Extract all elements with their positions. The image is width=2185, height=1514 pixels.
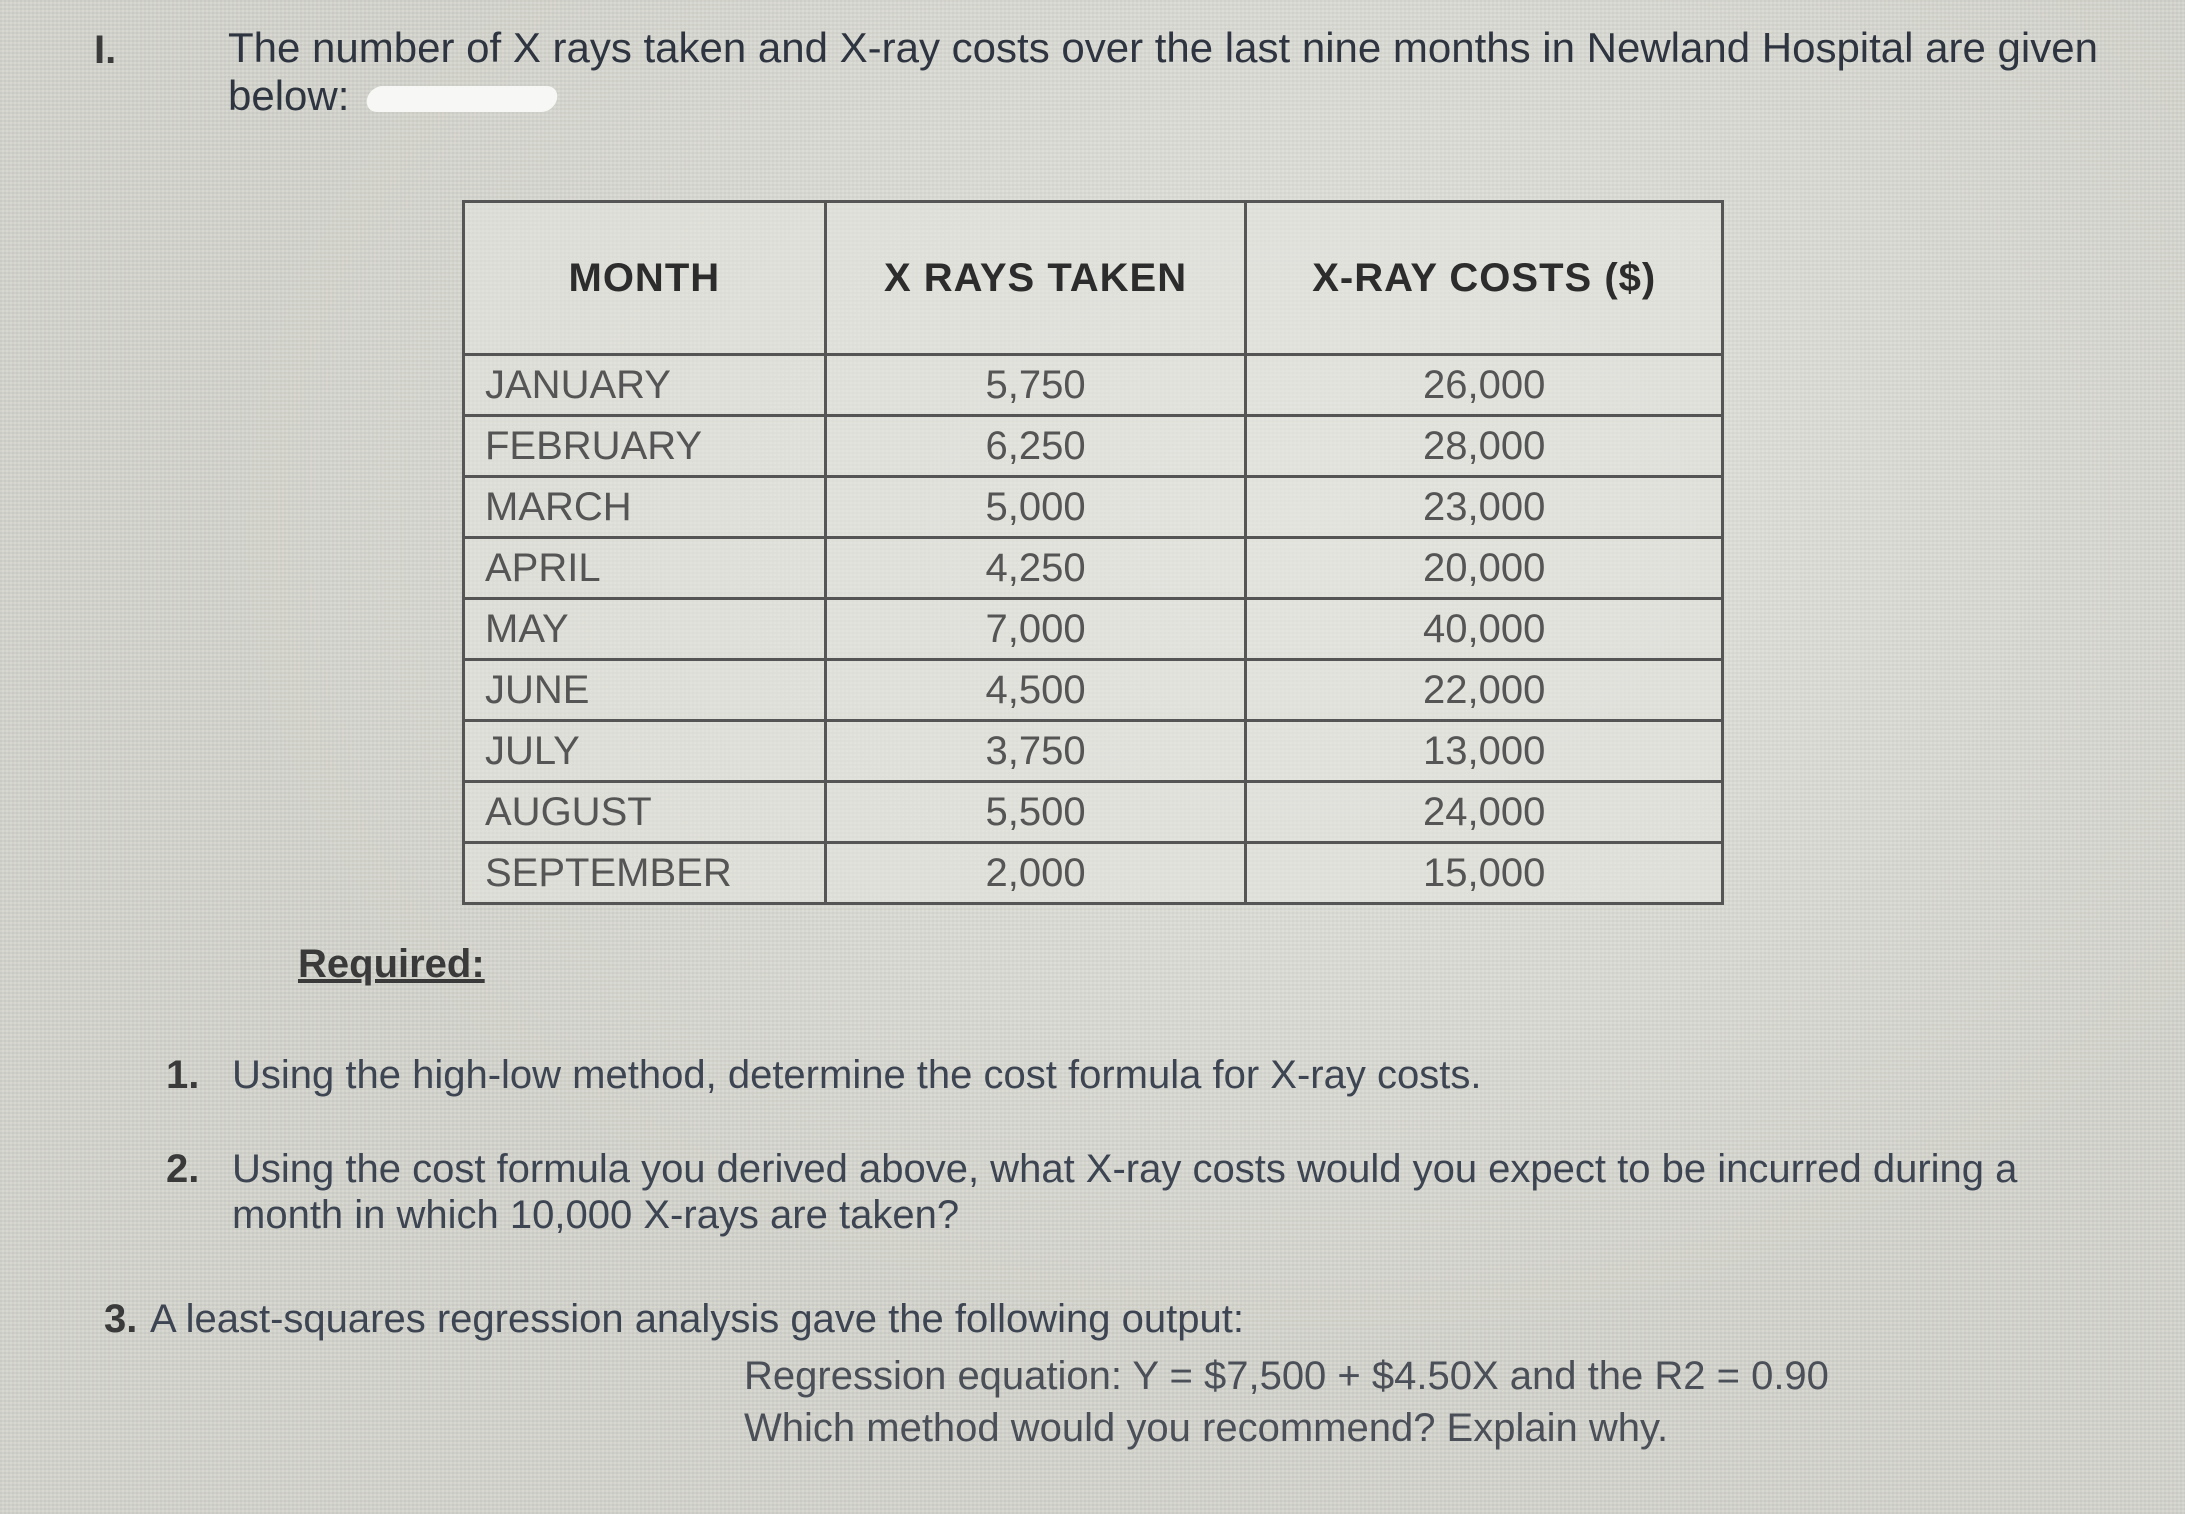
item-number: 1.: [166, 1053, 200, 1097]
item-number: 2.: [166, 1147, 200, 1191]
xrays-cell: 4,500: [825, 660, 1246, 721]
month-cell: SEPTEMBER: [464, 843, 826, 904]
item-text: A least-squares regression analysis gave the following output:: [150, 1297, 1244, 1341]
cost-cell: 28,000: [1246, 416, 1723, 477]
xrays-cell: 4,250: [825, 538, 1246, 599]
cost-cell: 23,000: [1246, 477, 1723, 538]
required-heading: Required:: [298, 942, 485, 986]
cost-cell: 20,000: [1246, 538, 1723, 599]
table-row: [464, 721, 1723, 782]
header-month: MONTH: [464, 202, 826, 355]
question-intro: [228, 24, 2128, 120]
required-item-1: [166, 1052, 2066, 1102]
table-row: [464, 782, 1723, 843]
xrays-cell: 2,000: [825, 843, 1246, 904]
xrays-cell: 7,000: [825, 599, 1246, 660]
header-xray-costs: X-RAY COSTS ($): [1246, 202, 1723, 355]
xrays-cell: 5,500: [825, 782, 1246, 843]
table-row: [464, 843, 1723, 904]
month-cell: JULY: [464, 721, 826, 782]
header-xrays-taken: X RAYS TAKEN: [825, 202, 1246, 355]
month-cell: MARCH: [464, 477, 826, 538]
question-number: I.: [94, 28, 117, 72]
item-text: Using the high-low method, determine the cost formula for X-ray costs.: [232, 1053, 1482, 1097]
item-number: 3.: [104, 1297, 138, 1341]
month-cell: MAY: [464, 599, 826, 660]
month-cell: AUGUST: [464, 782, 826, 843]
cost-cell: 40,000: [1246, 599, 1723, 660]
month-cell: JUNE: [464, 660, 826, 721]
cost-cell: 15,000: [1246, 843, 1723, 904]
table-row: [464, 660, 1723, 721]
table-header-row: [464, 202, 1723, 355]
regression-equation: Regression equation: Y = $7,500 + $4.50X and the R2 = 0.90: [744, 1354, 1829, 1398]
xrays-cell: 5,000: [825, 477, 1246, 538]
intro-text: The number of X rays taken and X-ray costs over the last nine months in Newland Hospital are given below:: [228, 24, 2098, 119]
cost-cell: 24,000: [1246, 782, 1723, 843]
table-row: [464, 355, 1723, 416]
month-cell: JANUARY: [464, 355, 826, 416]
table-row: [464, 538, 1723, 599]
required-item-3: [104, 1296, 2004, 1346]
cost-cell: 22,000: [1246, 660, 1723, 721]
month-cell: FEBRUARY: [464, 416, 826, 477]
table-row: [464, 599, 1723, 660]
xrays-cell: 3,750: [825, 721, 1246, 782]
xrays-cell: 5,750: [825, 355, 1246, 416]
table-row: [464, 477, 1723, 538]
cost-cell: 26,000: [1246, 355, 1723, 416]
xray-data-table: [462, 200, 1724, 905]
xrays-cell: 6,250: [825, 416, 1246, 477]
required-item-2: [166, 1146, 2096, 1246]
item-text: Using the cost formula you derived above, what X-ray costs would you expect to be incurred during a month in which 10,000 X-rays are taken?: [232, 1147, 2018, 1237]
table-row: [464, 416, 1723, 477]
regression-output: [744, 1350, 1829, 1454]
redaction-mark: [365, 86, 561, 112]
cost-cell: 13,000: [1246, 721, 1723, 782]
recommend-question: Which method would you recommend? Explain why.: [744, 1406, 1669, 1450]
month-cell: APRIL: [464, 538, 826, 599]
